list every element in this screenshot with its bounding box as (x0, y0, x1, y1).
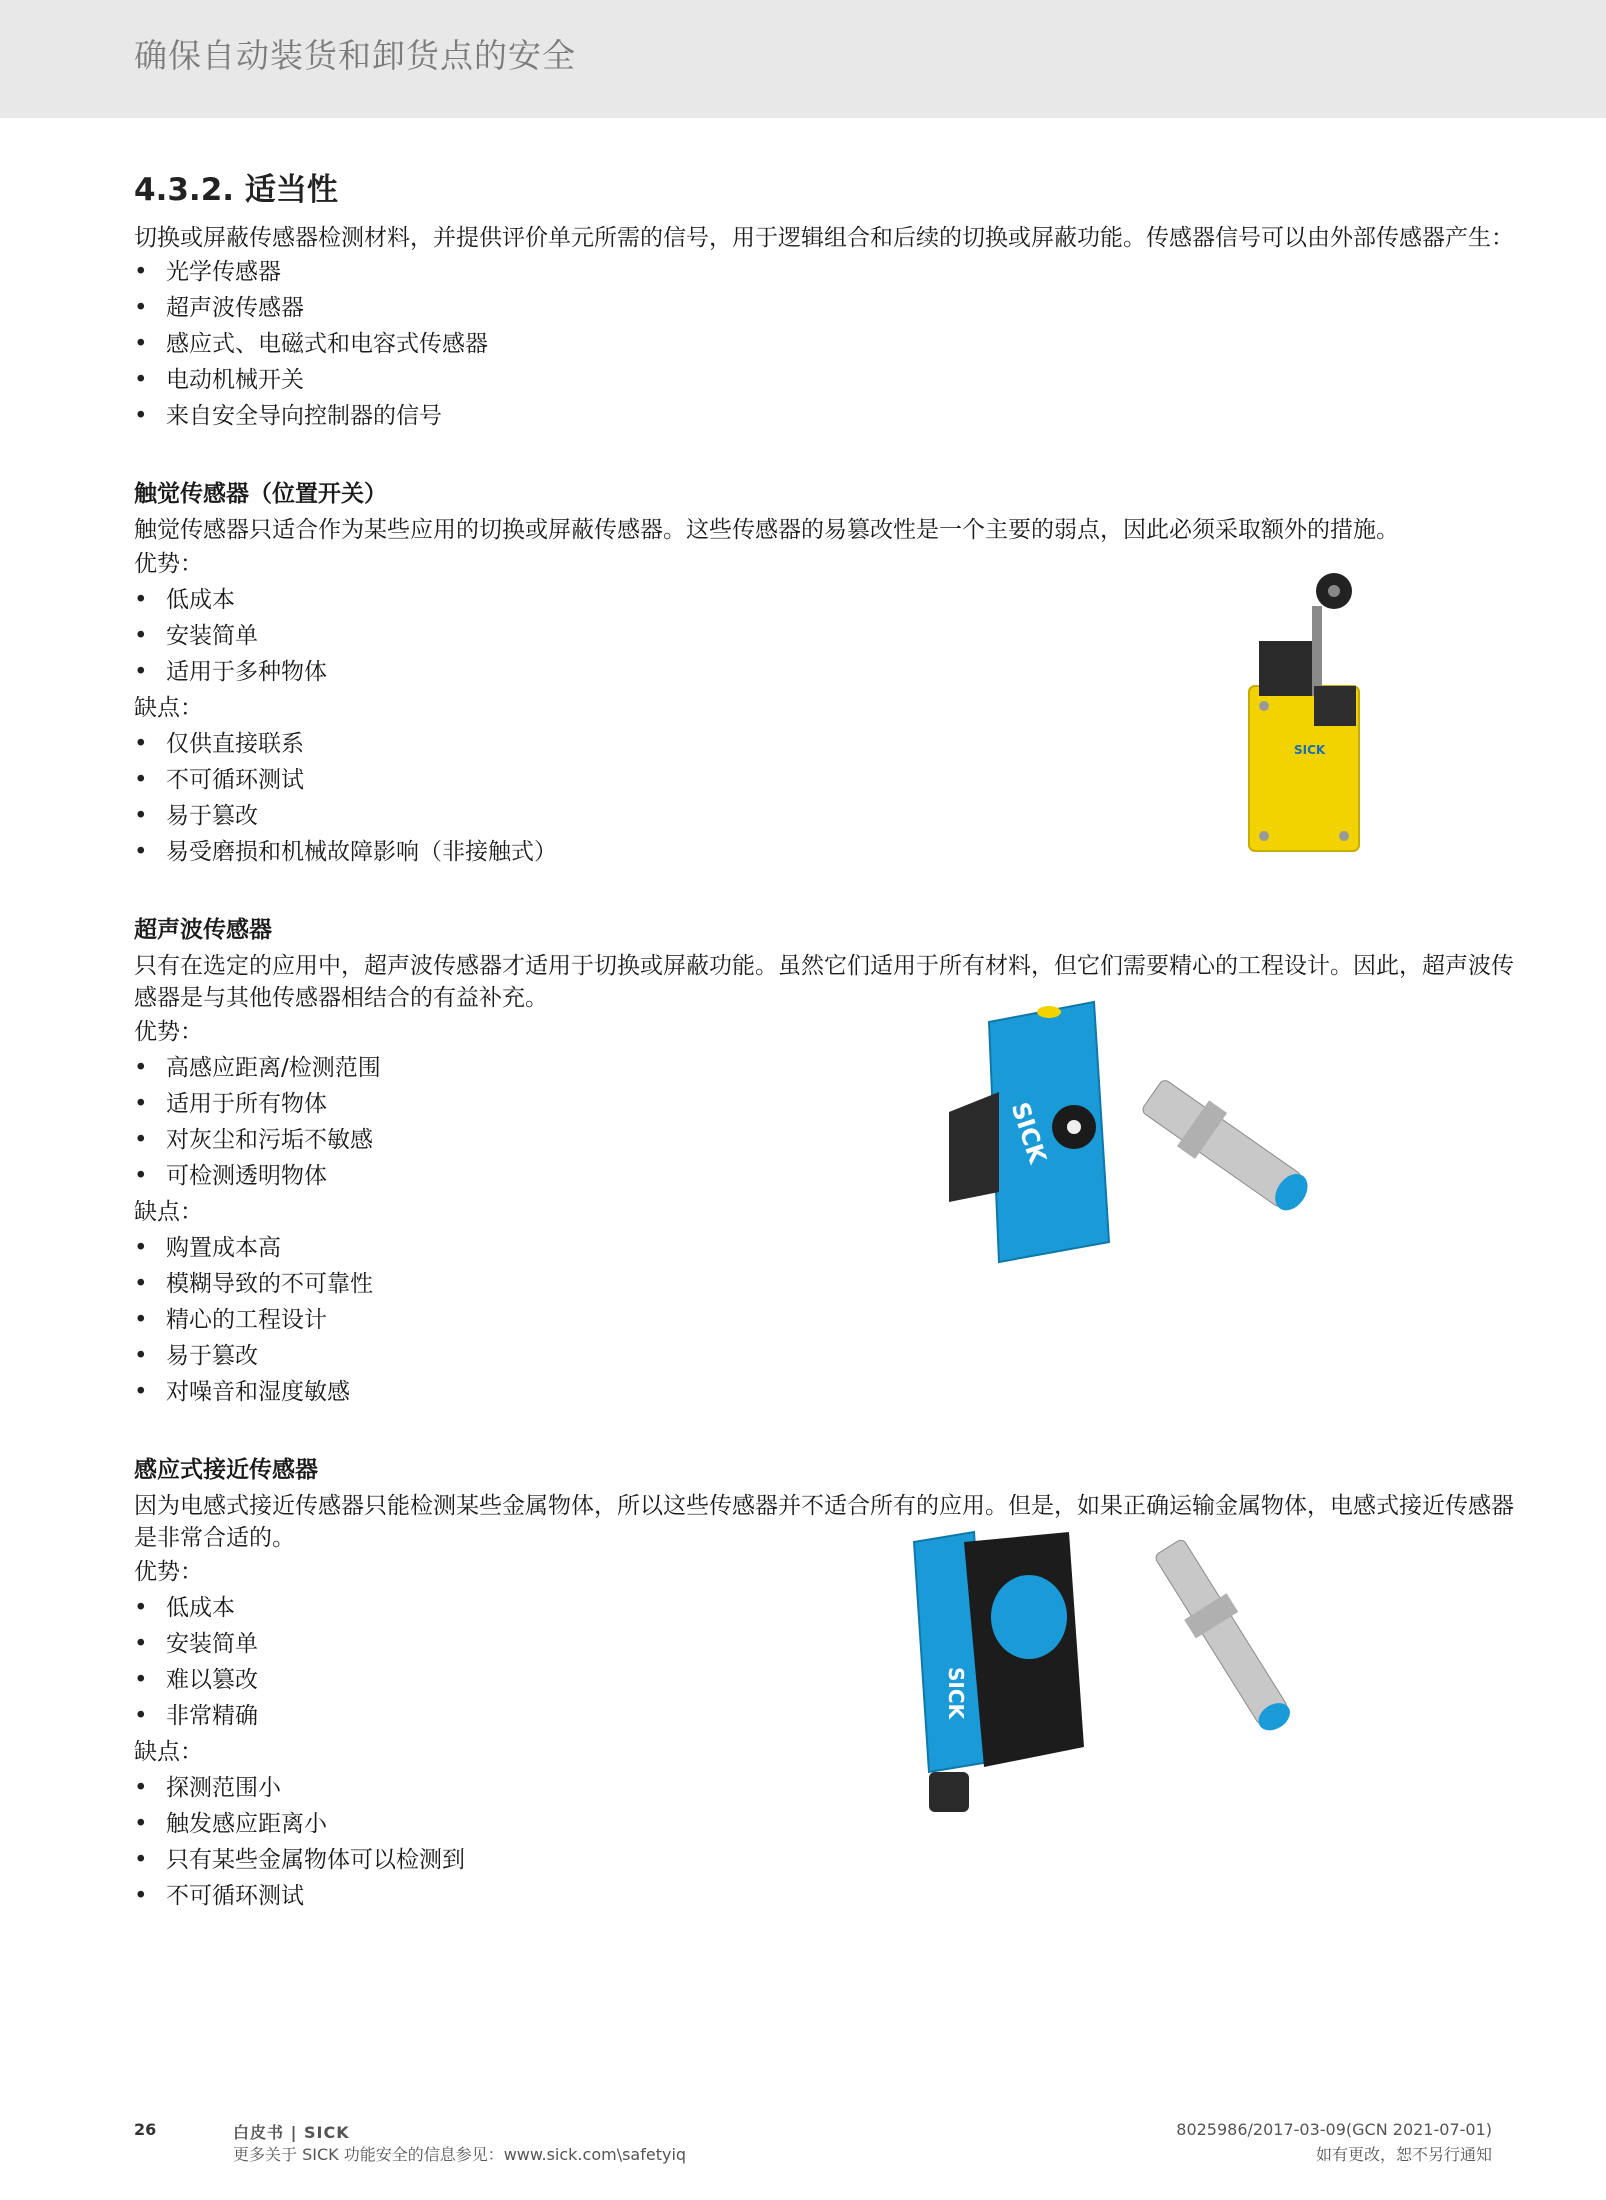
list-item: • 易于篡改 (134, 798, 1514, 834)
disadvantages-label: 缺点： (134, 695, 203, 721)
position-switch-image (1154, 546, 1454, 856)
list-item: • 适用于多种物体 (134, 654, 1514, 690)
tactile-heading: 触觉传感器（位置开关） (134, 481, 387, 507)
list-item: • 超声波传感器 (134, 290, 1514, 326)
list-item: • 光学传感器 (134, 254, 1514, 290)
main-content (134, 170, 1514, 1914)
list-item: • 非常精确 (134, 1698, 1514, 1734)
list-item: • 低成本 (134, 1590, 1514, 1626)
switch-brand-text: SICK (1294, 743, 1326, 757)
tactile-sensor-block (134, 476, 1514, 870)
ultrasonic-sensor-block (134, 912, 1514, 1410)
list-item: • 模糊导致的不可靠性 (134, 1266, 1514, 1302)
list-item: • 来自安全导向控制器的信号 (134, 398, 1514, 434)
list-item: • 可检测透明物体 (134, 1158, 1514, 1194)
list-item: • 感应式、电磁式和电容式传感器 (134, 326, 1514, 362)
page-header (0, 0, 1606, 118)
list-item: • 低成本 (134, 582, 1514, 618)
list-item: • 仅供直接联系 (134, 726, 1514, 762)
footer-notice: 如有更改，恕不另行通知 (1315, 2145, 1492, 2164)
list-item: • 高感应距离/检测范围 (134, 1050, 1514, 1086)
list-item: • 易于篡改 (134, 1338, 1514, 1374)
document-title: 确保自动装货和卸货点的安全 (134, 36, 576, 75)
page-footer (0, 2116, 1606, 2176)
footer-more-info: 更多关于 SICK 功能安全的信息参见：www.sick.com\safetyiq (233, 2145, 687, 2164)
list-item: • 对灰尘和污垢不敏感 (134, 1122, 1514, 1158)
advantages-label: 优势： (134, 1019, 203, 1045)
list-item: • 只有某些金属物体可以检测到 (134, 1842, 1514, 1878)
ultrasonic-description: 只有在选定的应用中，超声波传感器才适用于切换或屏蔽功能。虽然它们适用于所有材料，但它们需要精心的工程设计。因此，超声波传感器是与其他传感器相结合的有益补充。 (134, 953, 1514, 1011)
list-item: • 难以篡改 (134, 1662, 1514, 1698)
inductive-sensor-image (904, 1522, 1424, 1852)
inductive-heading: 感应式接近传感器 (134, 1457, 318, 1483)
disadvantages-label: 缺点： (134, 1739, 203, 1765)
section-heading: 4.3.2. 适当性 (134, 172, 338, 208)
section-intro: 切换或屏蔽传感器检测材料，并提供评价单元所需的信号，用于逻辑组合和后续的切换或屏蔽功能。传感器信号可以由外部传感器产生： (134, 225, 1514, 251)
ultrasonic-heading: 超声波传感器 (134, 917, 272, 943)
list-item: • 适用于所有物体 (134, 1086, 1514, 1122)
ultrasonic-brand-text: SICK (1005, 1098, 1052, 1167)
footer-brand: 白皮书 | SICK (233, 2123, 350, 2142)
list-item: • 购置成本高 (134, 1230, 1514, 1266)
ultrasonic-sensor-image (904, 992, 1424, 1312)
list-item: • 安装简单 (134, 618, 1514, 654)
inductive-sensor-block (134, 1452, 1514, 1914)
sensor-type-list (134, 254, 1514, 434)
list-item: • 不可循环测试 (134, 762, 1514, 798)
list-item: • 探测范围小 (134, 1770, 1514, 1806)
advantages-label: 优势： (134, 1559, 203, 1585)
disadvantages-label: 缺点： (134, 1199, 203, 1225)
list-item: • 易受磨损和机械故障影响（非接触式） (134, 834, 1514, 870)
page-number: 26 (134, 2120, 157, 2139)
inductive-description: 因为电感式接近传感器只能检测某些金属物体，所以这些传感器并不适合所有的应用。但是，如果正确运输金属物体，电感式接近传感器是非常合适的。 (134, 1493, 1514, 1551)
list-item: • 安装简单 (134, 1626, 1514, 1662)
list-item: • 精心的工程设计 (134, 1302, 1514, 1338)
footer-doc-id: 8025986/2017-03-09(GCN 2021-07-01) (1176, 2120, 1492, 2139)
list-item: • 不可循环测试 (134, 1878, 1514, 1914)
list-item: • 触发感应距离小 (134, 1806, 1514, 1842)
list-item: • 对噪音和湿度敏感 (134, 1374, 1514, 1410)
inductive-brand-text: SICK (944, 1667, 968, 1720)
advantages-label: 优势： (134, 551, 203, 577)
tactile-description: 触觉传感器只适合作为某些应用的切换或屏蔽传感器。这些传感器的易篡改性是一个主要的弱点，因此必须采取额外的措施。 (134, 517, 1399, 543)
list-item: • 电动机械开关 (134, 362, 1514, 398)
